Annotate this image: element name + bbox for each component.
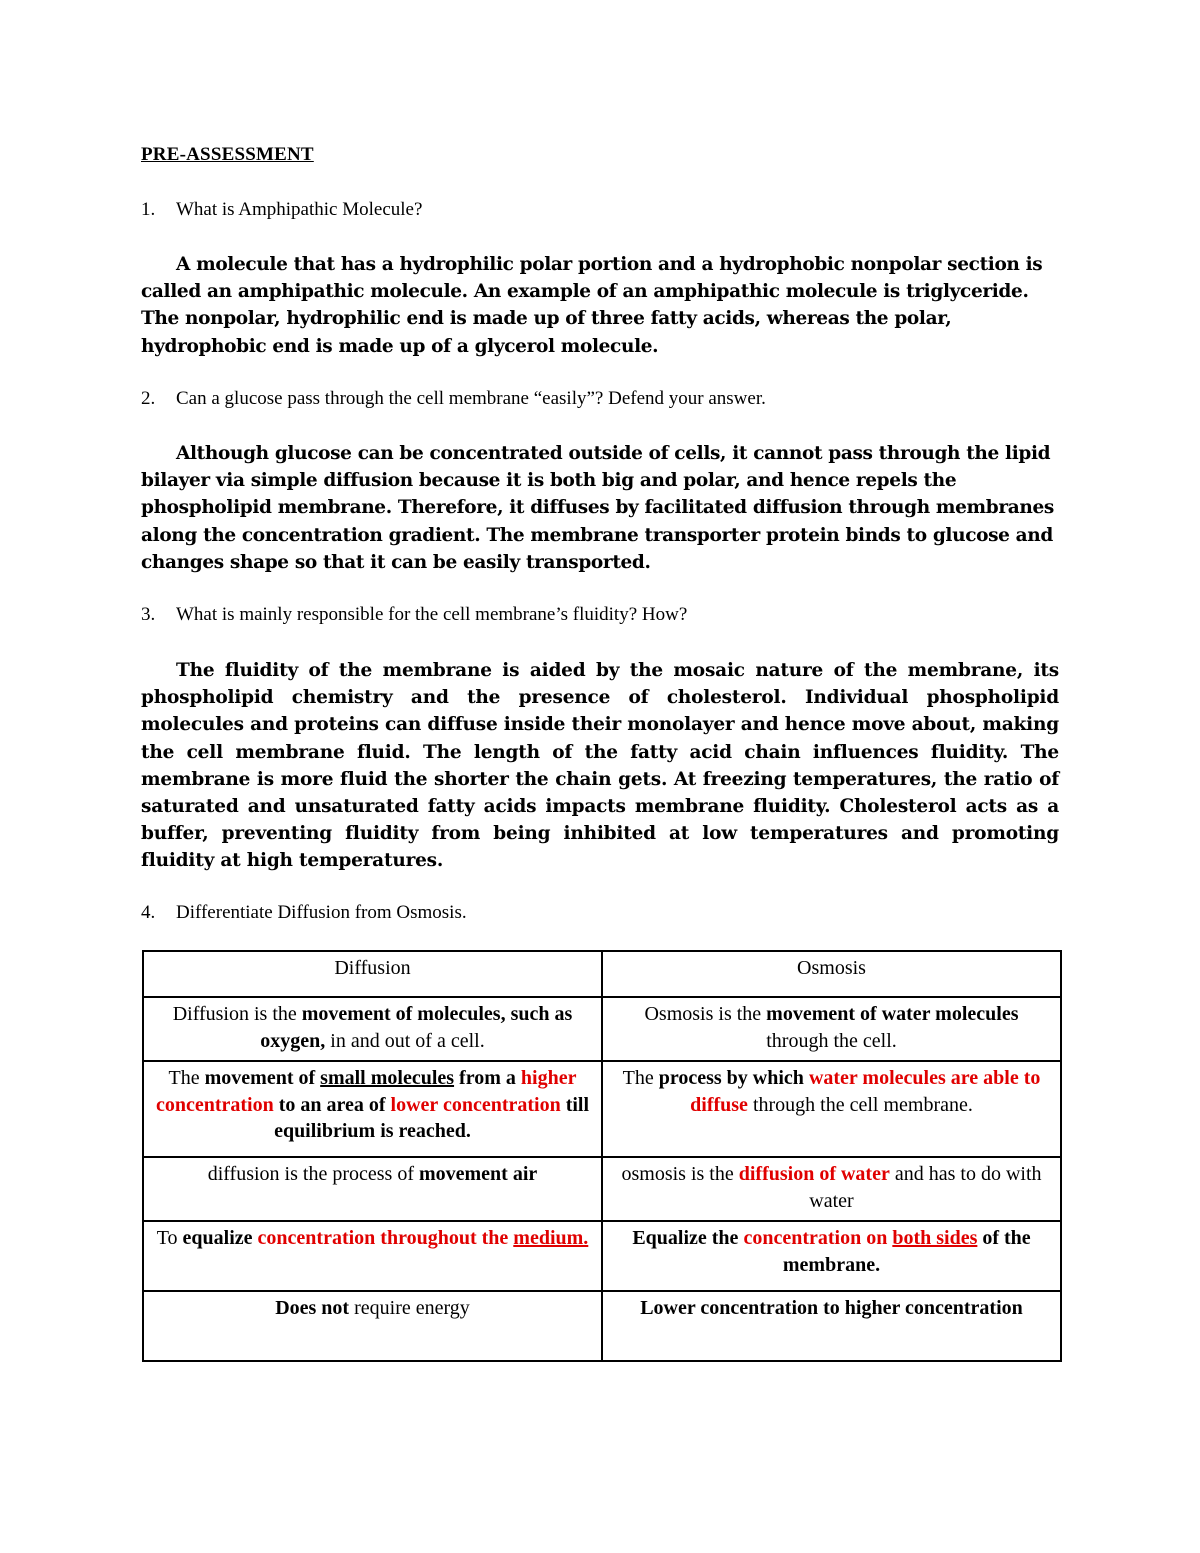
question-text: Can a glucose pass through the cell membrane “easily”? Defend your answer. (176, 388, 766, 409)
cell-text-bold: movement of water molecules (766, 1003, 1019, 1025)
cell-text-bold: till equilibrium is reached. (274, 1093, 590, 1142)
question-2 (141, 388, 766, 410)
cell-text-bold: movement air (418, 1163, 538, 1185)
header-diffusion: Diffusion (143, 951, 602, 997)
cell-osmosis (602, 1291, 1061, 1361)
cell-text: Osmosis is the (644, 1003, 767, 1025)
question-number: 1. (141, 199, 156, 220)
cell-text-red: diffusion of water (738, 1163, 890, 1185)
cell-text-bold: Lower concentration to higher concentration (640, 1297, 1023, 1319)
table-row (143, 1221, 1061, 1291)
cell-text: The (168, 1067, 205, 1089)
cell-diffusion (143, 1221, 602, 1291)
question-text: Differentiate Diffusion from Osmosis. (176, 902, 467, 923)
cell-text-red-underlined: both sides (892, 1227, 978, 1249)
cell-osmosis (602, 1061, 1061, 1157)
answer-text: The fluidity of the membrane is aided by the mosaic nature of the membrane, its phospholipid chemistry and the presence of cholesterol. Individual phospholipid molecules and proteins can diffuse inside their monolayer and hence move about, making the cell membrane fluid. The length of the fatty acid chain influences fluidity. The membrane is more fluid the shorter the chain gets. At freezing temperatures, the ratio of saturated and unsaturated fatty acids impacts membrane fluidity. Cholesterol acts as a buffer, preventing fluidity from being inhibited at low temperatures and promoting fluidity at high temperatures. (141, 660, 1059, 872)
cell-osmosis (602, 1157, 1061, 1221)
cell-text-bold: from a (454, 1067, 521, 1089)
cell-text: through the cell. (766, 1029, 897, 1052)
answer-3 (141, 657, 1059, 875)
cell-osmosis (602, 1221, 1061, 1291)
cell-text: osmosis is the (621, 1163, 739, 1185)
cell-diffusion (143, 1291, 602, 1361)
table-row (143, 1291, 1061, 1361)
answer-2 (141, 440, 1059, 576)
cell-diffusion (143, 1061, 602, 1157)
answer-text: Although glucose can be concentrated outside of cells, it cannot pass through the lipid bilayer via simple diffusion because it is both big and polar, and hence repels the phospholipid membrane. Therefore, it diffuses by facilitated diffusion through membranes along the concentration gradient. The membrane transporter protein binds to glucose and changes shape so that it can be easily transported. (141, 443, 1054, 573)
cell-text-bold: equalize (182, 1227, 258, 1249)
question-4 (141, 902, 467, 924)
diffusion-osmosis-table (142, 950, 1062, 1362)
header-osmosis: Osmosis (602, 951, 1061, 997)
cell-text-red: concentration throughout the (257, 1227, 514, 1249)
cell-text-red-underlined: medium. (513, 1227, 589, 1249)
question-text: What is Amphipathic Molecule? (176, 199, 423, 220)
cell-osmosis (602, 997, 1061, 1061)
cell-text: through the cell membrane. (747, 1093, 973, 1116)
cell-text: Diffusion is the (172, 1003, 302, 1025)
cell-text-bold: Does not (275, 1297, 350, 1319)
cell-text-bold: movement of (204, 1067, 321, 1089)
question-number: 3. (141, 604, 156, 625)
cell-text-red: water molecules are able to diffuse (690, 1067, 1041, 1116)
question-number: 4. (141, 902, 156, 923)
cell-text: To (156, 1227, 183, 1249)
question-text: What is mainly responsible for the cell membrane’s fluidity? How? (176, 604, 688, 625)
cell-text-red: higher concentration (155, 1067, 577, 1116)
cell-text: The (622, 1067, 659, 1089)
cell-text-bold: Equalize the (632, 1227, 744, 1249)
cell-text-bold: of the membrane. (782, 1227, 1031, 1276)
table-row (143, 1157, 1061, 1221)
cell-text-red: lower concentration (390, 1093, 561, 1116)
cell-text: require energy (349, 1297, 470, 1319)
table-header-row (143, 951, 1061, 997)
page-title: PRE-ASSESSMENT (141, 144, 314, 165)
cell-diffusion (143, 997, 602, 1061)
cell-text-bold: to an area of (273, 1093, 391, 1116)
table-row (143, 997, 1061, 1061)
cell-text-underlined: small molecules (320, 1067, 455, 1089)
cell-text-bold: movement of molecules, such as oxygen, (260, 1003, 573, 1052)
table-row (143, 1061, 1061, 1157)
cell-text: and has to do with water (809, 1163, 1042, 1212)
question-number: 2. (141, 388, 156, 409)
question-3 (141, 604, 687, 626)
answer-1 (141, 251, 1059, 360)
cell-text-bold: process by which (658, 1067, 809, 1089)
answer-text: A molecule that has a hydrophilic polar portion and a hydrophobic nonpolar section is called an amphipathic molecule. An example of an amphipathic molecule is triglyceride. The nonpolar, hydrophilic end is made up of three fatty acids, whereas the polar, hydrophobic end is made up of a glycerol molecule. (141, 254, 1043, 357)
cell-text: diffusion is the process of (207, 1163, 419, 1185)
cell-diffusion (143, 1157, 602, 1221)
cell-text: in and out of a cell. (325, 1029, 485, 1052)
question-1 (141, 199, 422, 221)
cell-text-red: concentration on (743, 1227, 893, 1249)
